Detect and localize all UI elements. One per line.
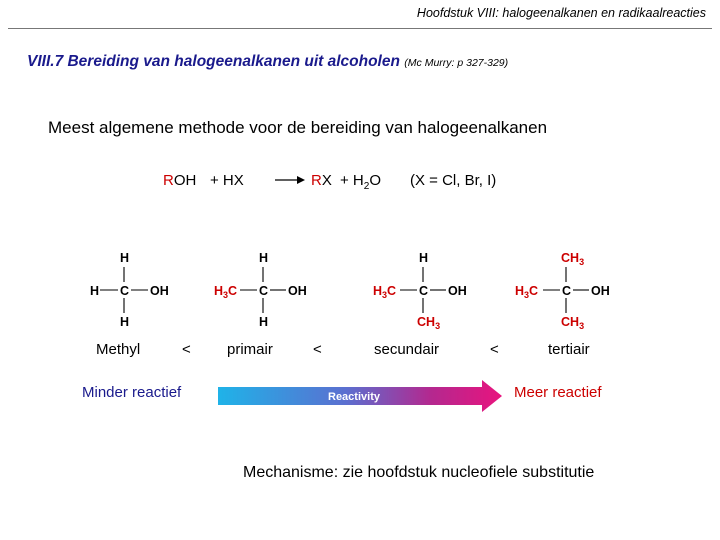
reactant-r: R xyxy=(163,172,174,189)
methyl-oh: OH xyxy=(150,284,169,298)
section-title-text: VIII.7 Bereiding van halogeenalkanen uit alcoholen xyxy=(27,53,400,70)
mechanism-note: Mechanisme: zie hoofdstuk nucleofiele substitutie xyxy=(243,464,595,481)
less-than-1: < xyxy=(182,341,191,358)
product-water xyxy=(340,172,381,192)
halogen-condition: (X = Cl, Br, I) xyxy=(410,172,497,189)
primary-oh: OH xyxy=(288,284,307,298)
secondary-h-top: H xyxy=(419,251,429,265)
label-tertiair: tertiair xyxy=(548,341,590,358)
methyl-h-top: H xyxy=(120,251,130,265)
alcohol-structures xyxy=(80,240,640,335)
chapter-header: Hoofdstuk VIII: halogeenalkanen en radikaalreacties xyxy=(416,6,706,20)
tertiary-c: C xyxy=(562,284,572,298)
intro-text: Meest algemene methode voor de bereiding van halogeenalkanen xyxy=(48,118,548,137)
water-o: O xyxy=(369,172,381,189)
methyl-h-bottom: H xyxy=(120,315,130,329)
reactivity-arrow xyxy=(218,380,502,412)
primary-h-bottom: H xyxy=(259,315,269,329)
product-r: R xyxy=(311,172,322,189)
secondary-oh: OH xyxy=(448,284,467,298)
reaction-arrow xyxy=(275,174,305,186)
reactivity-bar-label: Reactivity xyxy=(328,391,380,403)
tertiary-oh: OH xyxy=(591,284,610,298)
label-methyl: Methyl xyxy=(96,341,141,358)
water-h: + H xyxy=(340,172,364,189)
header-divider xyxy=(8,28,712,29)
less-than-2: < xyxy=(313,341,322,358)
less-reactive-label: Minder reactief xyxy=(82,384,182,401)
tertiary-ch3-bottom: $CH_3$ xyxy=(561,315,585,331)
secondary-c: C xyxy=(419,284,429,298)
reagent-hx: + HX xyxy=(210,172,244,189)
primary-c: C xyxy=(259,284,269,298)
section-title xyxy=(27,53,508,71)
product-x: X xyxy=(321,172,332,189)
less-than-3: < xyxy=(490,341,499,358)
secondary-h3c: $H_3C$ xyxy=(373,284,397,300)
section-reference: (Mc Murry: p 327-329) xyxy=(404,57,509,69)
methyl-c: C xyxy=(120,284,130,298)
water-subscript: 2 xyxy=(363,181,370,192)
product-rx xyxy=(311,172,332,189)
primary-h-top: H xyxy=(259,251,269,265)
methyl-h-left: H xyxy=(90,284,100,298)
reactant-oh: OH xyxy=(173,172,197,189)
primary-h3c: $H_3C$ xyxy=(214,284,238,300)
more-reactive-label: Meer reactief xyxy=(514,384,602,401)
label-secundair: secundair xyxy=(374,341,440,358)
tertiary-ch3-top: $CH_3$ xyxy=(561,251,585,267)
secondary-ch3: $CH_3$ xyxy=(417,315,441,331)
tertiary-h3c: $H_3C$ xyxy=(515,284,539,300)
label-primair: primair xyxy=(227,341,273,358)
reactant-roh xyxy=(163,172,196,189)
